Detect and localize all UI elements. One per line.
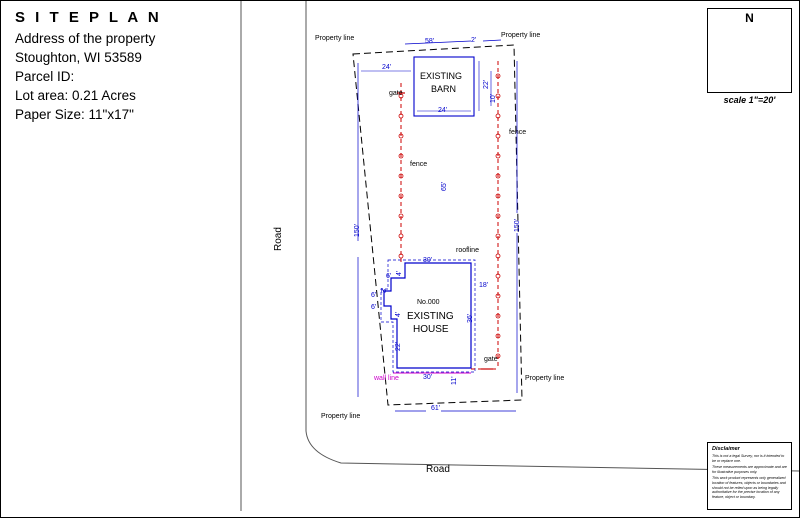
lot-area: Lot area: 0.21 Acres [15,88,136,103]
property-line-label-top-right: Property line [501,32,541,39]
property-line-label-bottom: Property line [321,413,361,420]
barn-label-line1: EXISTING [420,71,463,81]
north-arrow-box [707,8,792,93]
disclaimer-paragraph: This is not a legal Survey, nor is it intended to be or replace one. [712,454,785,463]
dimension-fence-run: 65' [441,181,448,191]
property-line-label-right: Property line [525,375,565,382]
road-label-bottom: Road [426,464,450,475]
dimension-house-right-side: 36' [467,313,474,323]
dimension-barn-right: 22' [483,79,490,89]
dimension-house-left-f: 4' [395,311,402,317]
north-letter: N [745,11,754,25]
dimension-house-left-c: 6' [371,304,377,311]
fence-label-interior: fence [410,161,428,168]
title-block [15,9,230,124]
disclaimer-box [707,442,792,510]
property-line-label-top-left: Property line [315,35,355,42]
disclaimer-paragraph: This work product represents only generalized location of features, objects or boundaries and should not be relied upon as being legally authoritative for the precise location of any feature, object or boundary. [712,476,786,499]
dimension-house-left-a: 6' [386,273,392,280]
dimension-house-left-g: 3' [381,287,388,293]
dimension-house-left-e: 4' [396,270,403,276]
dimension-top: 58' [425,38,435,45]
property-city-state-zip: Stoughton, WI 53589 [15,50,142,65]
scale-note: scale 1"=20' [723,95,776,105]
road-label-left: Road [273,227,284,251]
fence-label-east: fence [509,129,527,136]
parcel-id: Parcel ID: [15,69,75,84]
dimension-house-west-side: 22' [395,341,402,351]
dimension-house-bottom-setback: 11' [451,376,458,385]
dimension-house-right-setback: 18' [479,282,489,289]
dimension-barn-setback-right: 10' [490,93,497,103]
dimension-barn-left-offset: 24' [382,64,392,71]
dimension-house-bottom: 30' [423,374,433,381]
house-label-line2: HOUSE [413,324,449,335]
disclaimer-heading: Disclaimer [712,446,740,452]
wall-line-label: wall line [374,375,399,382]
property-address: Address of the property [15,31,156,46]
house-label-line1: EXISTING [407,311,454,322]
house-number: No.000 [417,299,440,306]
dimension-right-side: 150' [514,218,521,232]
gate-label-north: gate [389,90,403,97]
paper-size: Paper Size: 11"x17" [15,107,134,122]
dimension-bottom: 61' [431,405,441,412]
dimension-top-small: 2' [471,37,477,44]
dimension-house-top: 30' [423,257,433,264]
dimension-left-side: 150' [354,223,361,237]
disclaimer-paragraph: These measurements are approximate and are for illustrative purposes only. [712,465,787,474]
roofline-label: roofline [456,247,479,254]
barn-label-line2: BARN [431,84,457,94]
page-title: S I T E P L A N [15,9,162,26]
gate-label-south: gate [484,356,498,363]
dimension-barn-bottom: 24' [438,107,448,114]
dimension-house-left-b: 6' [371,292,377,299]
